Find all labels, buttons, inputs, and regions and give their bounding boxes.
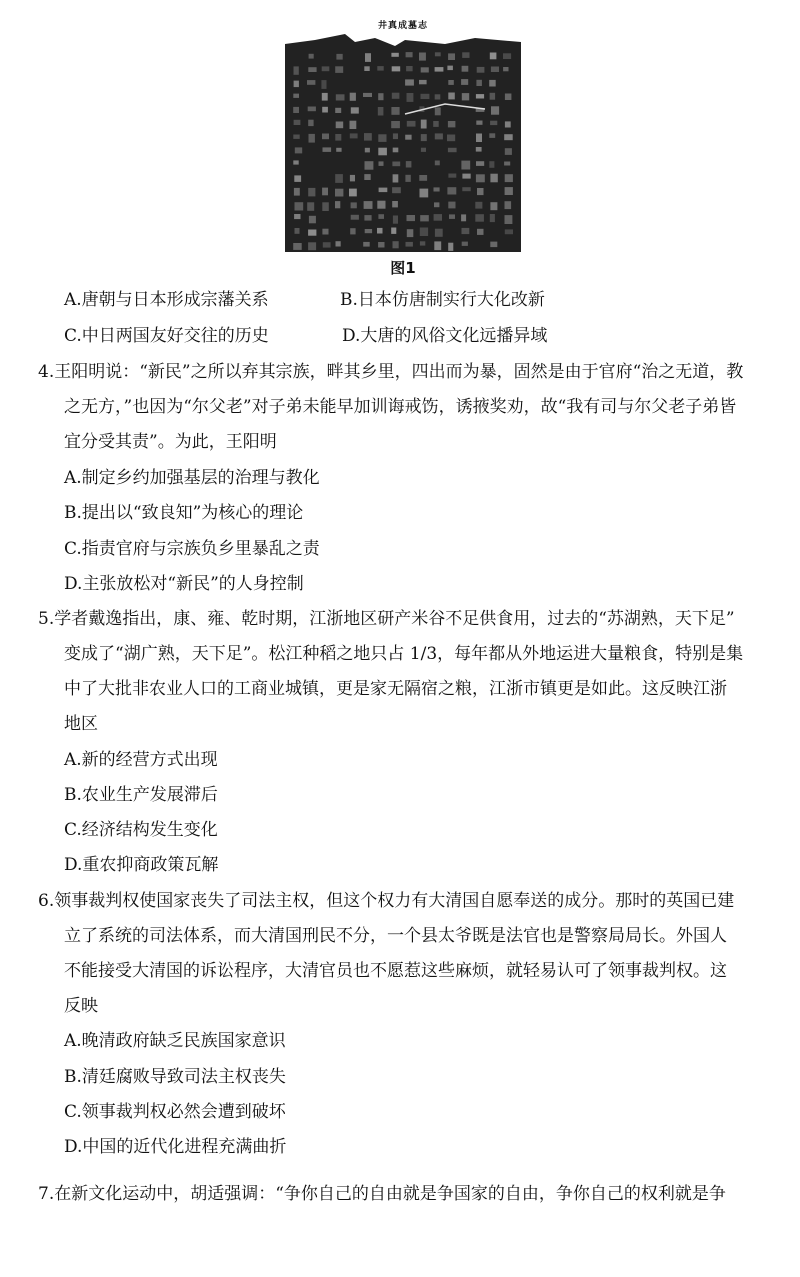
q6-stem-line-3: 不能接受大清国的诉讼程序，大清官员也不愿惹这些麻烦，就轻易认可了领事裁判权。这 xyxy=(64,961,727,981)
q5-stem-line-4: 地区 xyxy=(64,714,98,734)
q4-option-d: D.主张放松对“新民”的人身控制 xyxy=(64,574,304,594)
q4-option-a: A.制定乡约加强基层的治理与教化 xyxy=(64,468,320,488)
q4-stem-line-2: 之无方，”也因为“尔父老”对子弟未能早加训诲戒饬，诱掖奖劝，故“我有司与尔父老子弟皆 xyxy=(64,397,737,417)
figure-1 xyxy=(283,18,523,278)
q6-stem-line-2: 立了系统的司法体系，而大清国刑民不分，一个县太爷既是法官也是警察局局长。外国人 xyxy=(64,926,727,946)
q5-stem-line-1: 5.学者戴逸指出，康、雍、乾时期，江浙地区研产米谷不足供食用，过去的“苏湖熟，天下足” xyxy=(38,609,735,629)
q4-option-c: C.指责官府与宗族负乡里暴乱之责 xyxy=(64,539,320,559)
q3-option-d: D.大唐的风俗文化远播异域 xyxy=(342,326,548,346)
q6-option-c: C.领事裁判权必然会遭到破坏 xyxy=(64,1102,286,1122)
rubbing-texture xyxy=(285,34,521,252)
q5-stem-line-3: 中了大批非农业人口的工商业城镇，更是家无隔宿之粮，江浙市镇更是如此。这反映江浙 xyxy=(64,679,727,699)
q4-stem-line-1: 4.王阳明说：“新民”之所以弃其宗族，畔其乡里，四出而为暴，固然是由于官府“治之无道，教 xyxy=(38,362,744,382)
q6-option-a: A.晚清政府缺乏民族国家意识 xyxy=(64,1031,286,1051)
q3-option-b: B.日本仿唐制实行大化改新 xyxy=(340,290,545,310)
q6-option-b: B.清廷腐败导致司法主权丧失 xyxy=(64,1067,286,1087)
q6-option-d: D.中国的近代化进程充满曲折 xyxy=(64,1137,287,1157)
stele-rubbing-image xyxy=(285,34,521,252)
q5-option-b: B.农业生产发展滞后 xyxy=(64,785,218,805)
q5-option-c: C.经济结构发生变化 xyxy=(64,820,218,840)
figure-label: 图1 xyxy=(390,259,416,277)
q3-option-a: A.唐朝与日本形成宗藩关系 xyxy=(64,290,269,310)
q5-option-d: D.重农抑商政策瓦解 xyxy=(64,855,219,875)
q5-stem-line-2: 变成了“湖广熟，天下足”。松江种稻之地只占 1/3，每年都从外地运进大量粮食，特别是集 xyxy=(64,644,744,664)
q6-stem-line-1: 6.领事裁判权使国家丧失了司法主权，但这个权力有大清国自愿奉送的成分。那时的英国已建 xyxy=(38,891,735,911)
q6-stem-line-4: 反映 xyxy=(64,996,98,1016)
figure-top-caption: 井真成墓志 xyxy=(377,21,428,31)
q4-option-b: B.提出以“致良知”为核心的理论 xyxy=(64,503,304,523)
q5-option-a: A.新的经营方式出现 xyxy=(64,750,218,770)
q3-option-c: C.中日两国友好交往的历史 xyxy=(64,326,269,346)
q4-stem-line-3: 宜分受其责”。为此，王阳明 xyxy=(64,432,277,452)
q7-stem-line-1: 7.在新文化运动中，胡适强调：“争你自己的自由就是争国家的自由，争你自己的权利就是争 xyxy=(38,1184,726,1204)
